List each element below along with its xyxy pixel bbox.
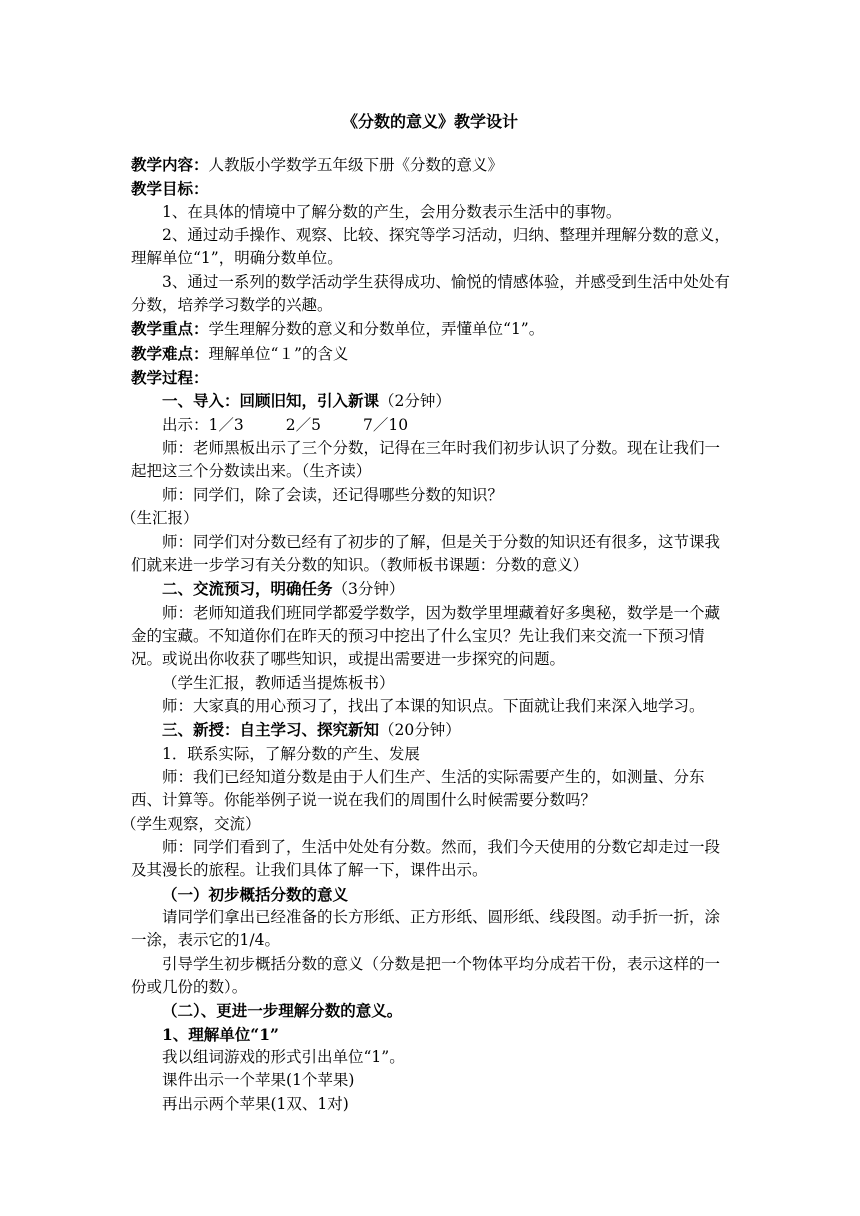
paragraph-14: 我以组词游戏的形式引出单位“1”。 (162, 1048, 405, 1067)
subsection-2-heading: （二）、更进一步理解分数的意义。 (162, 1001, 403, 1021)
section-3-time: （20分钟） (379, 721, 461, 740)
document-title: 《分数的意义》教学设计 (341, 112, 518, 131)
teaching-content-label: 教学内容： (131, 155, 209, 174)
paragraph-9: 师：我们已经知道分数是由于人们生产、生活的实际需要产生的，如测量、分东西、计算等。你能举例子说一说在我们的周围什么时候需要分数吗？ (131, 767, 705, 810)
section-1-time: （2分钟） (379, 392, 451, 411)
teaching-key-line (131, 317, 735, 341)
teaching-difficulty-line (131, 342, 735, 366)
section-2-time: （3分钟） (332, 580, 405, 599)
section-3-heading (131, 718, 735, 742)
subsection-2-1-heading: 1、理解单位“1” (162, 1024, 279, 1044)
show-label: 出示： (162, 415, 209, 434)
paragraph-6: （学生汇报，教师适当提炼板书） (162, 673, 395, 692)
fraction-1: 1／3 (208, 415, 244, 434)
paragraph-10: （学生观察，交流） (121, 814, 261, 833)
section-2-heading (131, 577, 735, 601)
section-1-title: 一、导入：回顾旧知，引入新课 (162, 391, 380, 411)
teaching-difficulty-label: 教学难点： (131, 343, 209, 363)
paragraph-3: （生汇报） (121, 509, 199, 528)
fractions-line (131, 414, 735, 437)
paragraph-16: 再出示两个苹果(1双、1对) (162, 1094, 349, 1113)
paragraph-5: 师：老师知道我们班同学都爱学数学，因为数学里埋藏着好多奥秘，数学是一个藏金的宝藏。不知道你们在昨天的预习中挖出了什么宝贝？先让我们来交流一下预习情况。或说出你收获了哪些知识，或提出需要进一步探究的问题。 (131, 603, 721, 669)
paragraph-2: 师：同学们，除了会读，还记得哪些分数的知识？ (162, 485, 504, 504)
fraction-2: 2／5 (285, 415, 321, 434)
teaching-key-label: 教学重点： (131, 319, 209, 339)
paragraph-4: 师：同学们对分数已经有了初步的了解，但是关于分数的知识还有很多，这节课我们就来进一步学习有关分数的知识。（教师板书课题：分数的意义） (131, 532, 721, 574)
teaching-difficulty-value: 理解单位“１”的含义 (208, 344, 349, 363)
paragraph-13: 引导学生初步概括分数的意义（分数是把一个物体平均分成若干份，表示这样的一份或几份的数）。 (131, 954, 721, 997)
goal-3: 3、通过一系列的数学活动学生获得成功、愉悦的情感体验，并感受到生活中处处有分数，培养学习数学的兴趣。 (131, 272, 730, 315)
teaching-key-value: 学生理解分数的意义和分数单位，弄懂单位“1”。 (208, 320, 545, 339)
teaching-goals-label: 教学目标： (131, 179, 209, 199)
goal-1: 1、在具体的情境中了解分数的产生，会用分数表示生活中的事物。 (162, 202, 622, 221)
section-3-title: 三、新授：自主学习、探究新知 (162, 720, 380, 740)
paragraph-12: 请同学们拿出已经准备的长方形纸、正方形纸、圆形纸、线段图。动手折一折，涂一涂，表示它的1/4。 (131, 908, 721, 950)
paragraph-7: 师：大家真的用心预习了，找出了本课的知识点。下面就让我们来深入地学习。 (162, 696, 705, 715)
section-2-title: 二、交流预习，明确任务 (162, 579, 333, 599)
fraction-3: 7／10 (362, 415, 409, 434)
document-body (121, 153, 735, 1116)
paragraph-8: 1．联系实际，了解分数的产生、发展 (162, 744, 420, 763)
paragraph-15: 课件出示一个苹果(1个苹果) (162, 1071, 355, 1090)
goal-2: 2、通过动手操作、观察、比较、探究等学习活动，归纳、整理并理解分数的意义，理解单位“1”，明确分数单位。 (131, 226, 730, 268)
teaching-content-line (131, 153, 735, 177)
paragraph-1: 师：老师黑板出示了三个分数，记得在三年时我们初步认识了分数。现在让我们一起把这三个分数读出来。（生齐读） (131, 439, 721, 481)
paragraph-11: 师：同学们看到了，生活中处处有分数。然而，我们今天使用的分数它却走过一段及其漫长的旅程。让我们具体了解一下，课件出示。 (131, 837, 721, 880)
teaching-process-label: 教学过程： (131, 368, 209, 388)
subsection-1-heading: （一）初步概括分数的意义 (162, 884, 349, 904)
teaching-content-value: 人教版小学数学五年级下册《分数的意义》 (208, 156, 504, 174)
section-1-heading (131, 389, 735, 413)
